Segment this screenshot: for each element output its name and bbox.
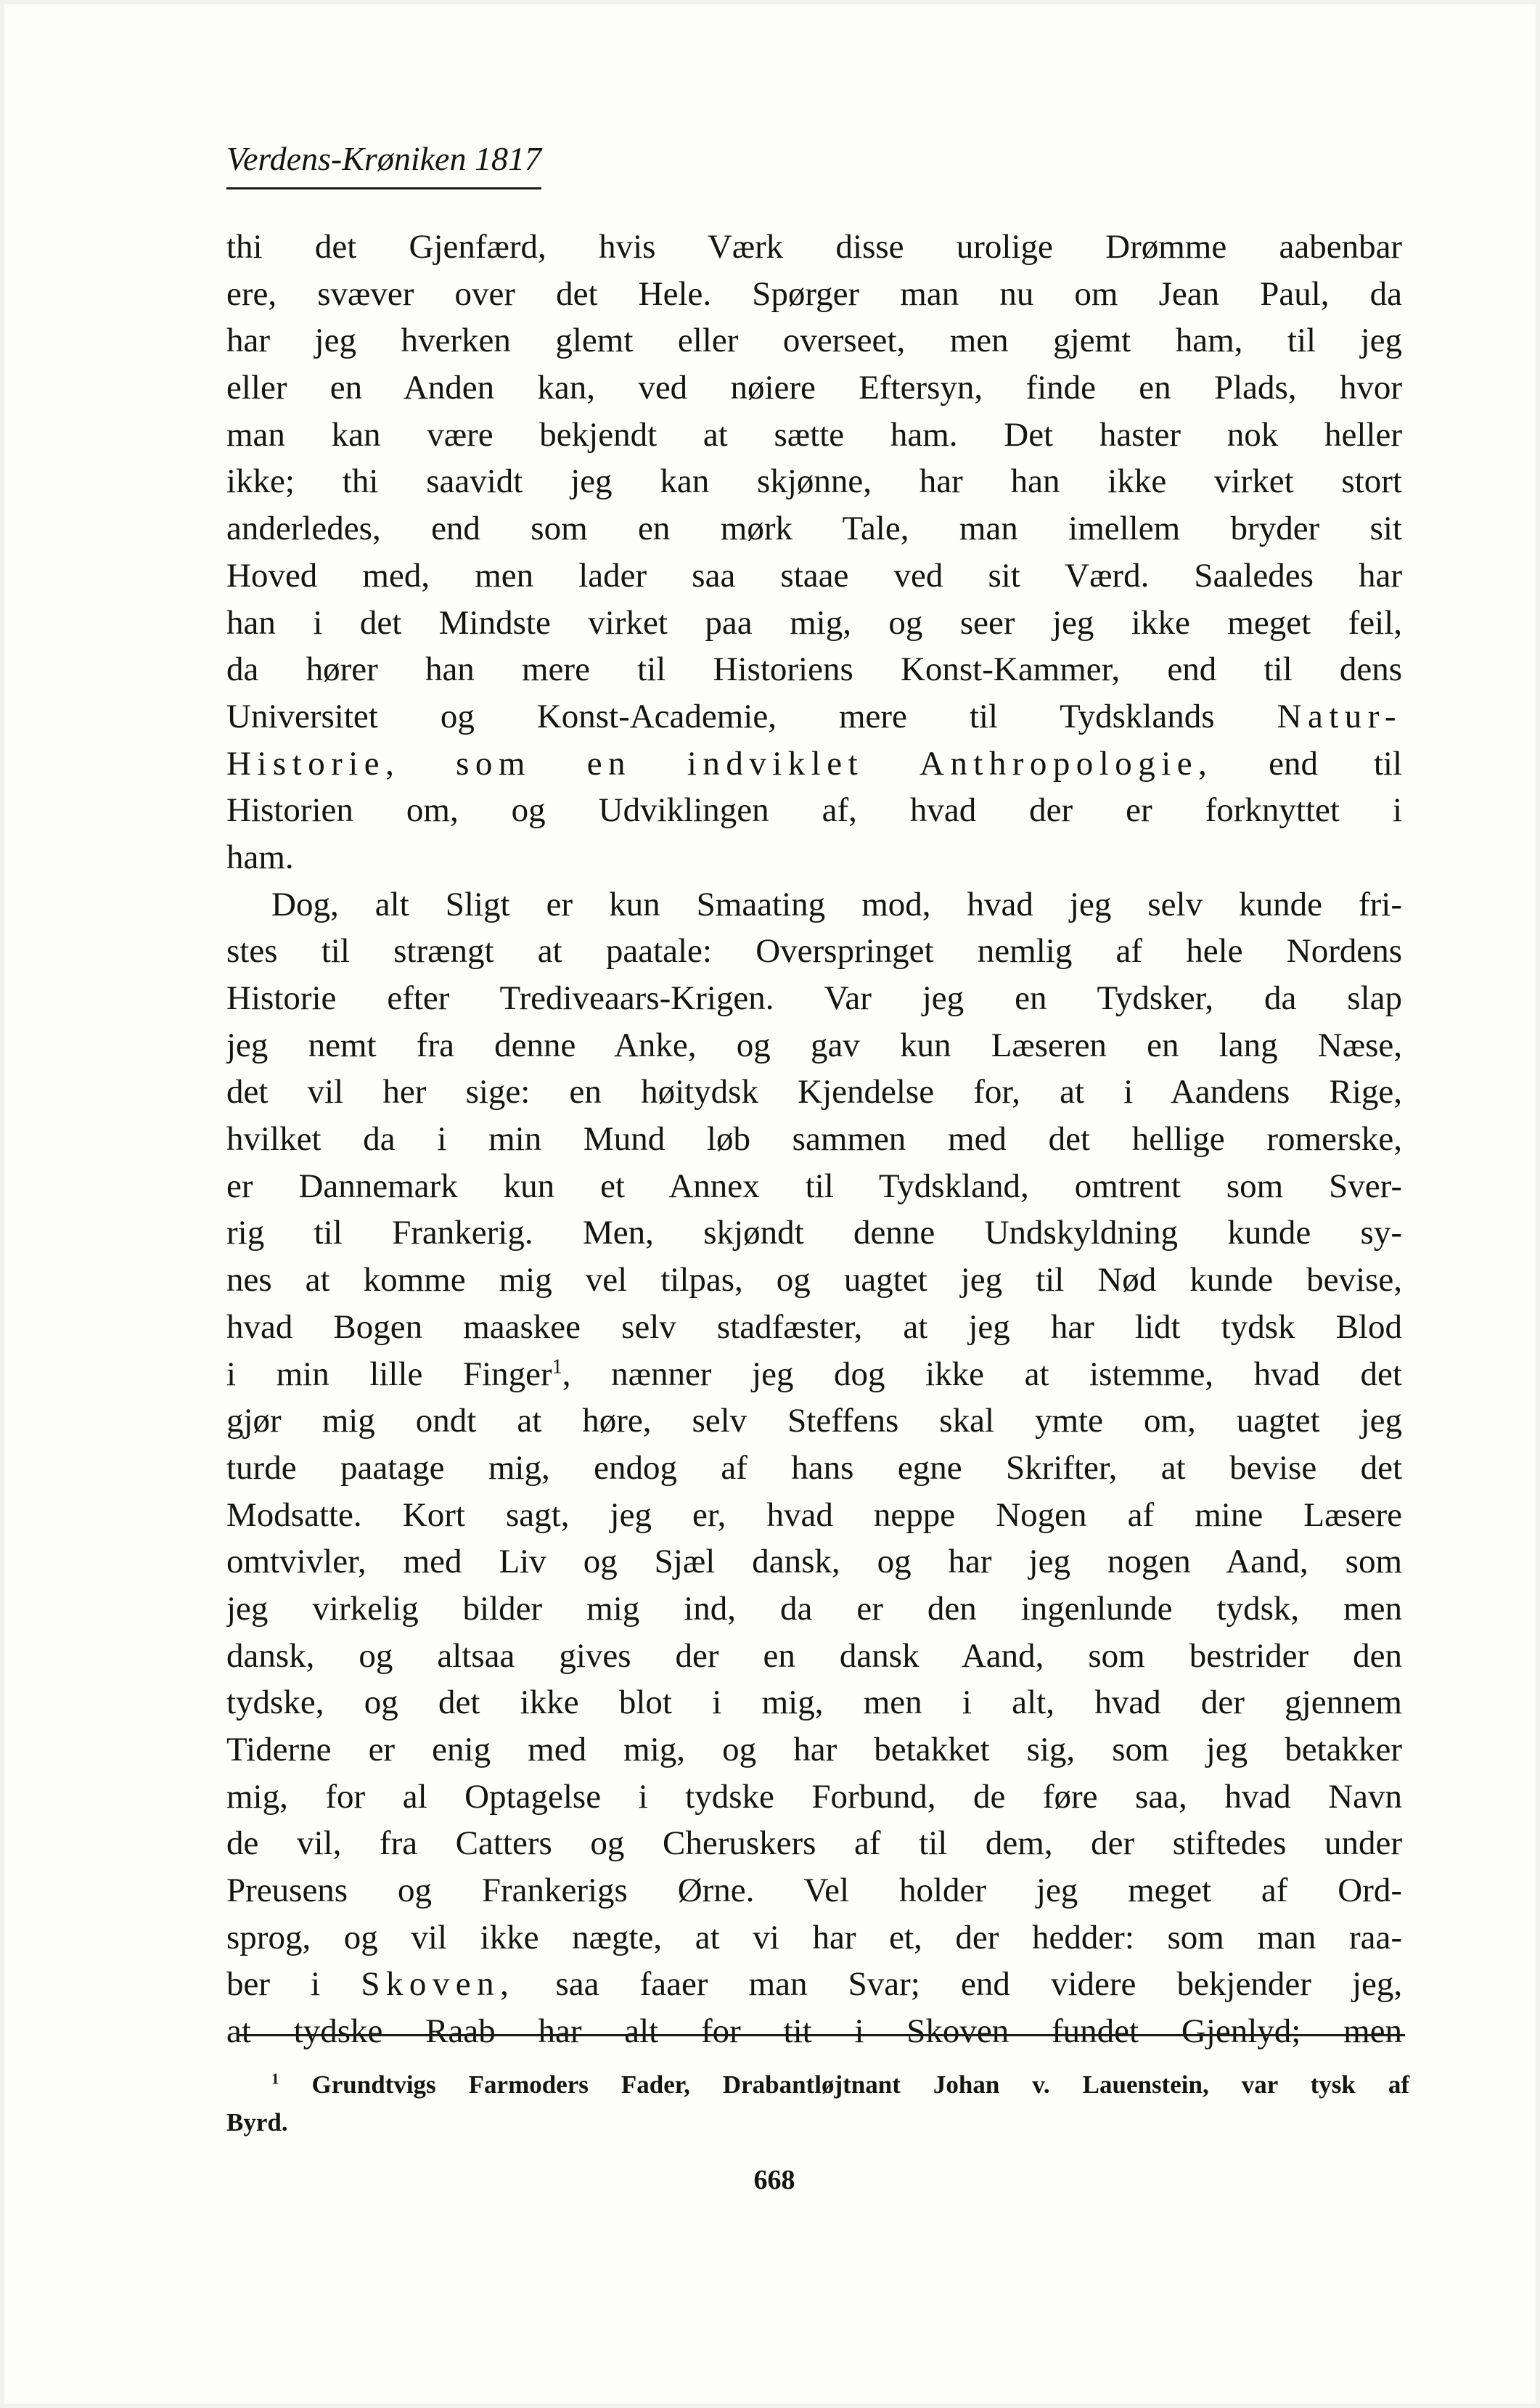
text-line: ere, svæver over det Hele. Spørger man nu om Jean Paul, da <box>226 274 1402 313</box>
text-line: stes til strængt at paatale: Overspringet nemlig af hele Nordens <box>226 932 1402 971</box>
text-line: Historie efter Trediveaars-Krigen. Var jeg en Tydsker, da slap <box>226 979 1402 1017</box>
text-line: da hører han mere til Historiens Konst-Kammer, end til dens <box>226 650 1402 689</box>
text-line: Preusens og Frankerigs Ørne. Vel holder jeg meget af Ord- <box>226 1872 1402 1910</box>
text-line: ber i Skoven, saa faaer man Svar; end videre bekjender jeg, <box>226 1965 1402 2004</box>
text-line: dansk, og altsaa gives der en dansk Aand, som bestrider den <box>226 1636 1402 1675</box>
text-line: er Dannemark kun et Annex til Tydskland, omtrent som Sver- <box>226 1167 1402 1205</box>
footnote-text: Grundtvigs Farmoders Fader, Drabantløjtnant Johan v. Lauenstein, var tysk af <box>311 2070 1409 2099</box>
text-line: tydske, og det ikke blot i mig, men i alt, hvad der gjennem <box>226 1683 1402 1722</box>
text-line: Dog, alt Sligt er kun Smaating mod, hvad jeg selv kunde fri- <box>271 885 1402 923</box>
text-line: anderledes, end som en mørk Tale, man imellem bryder sit <box>226 510 1402 548</box>
text-line: Historie, som en indviklet Anthropologie, end til <box>226 744 1402 783</box>
line-text: i min lille Finger$^1$, nænner jeg dog ikke at istemme, hvad det <box>226 1355 1402 1393</box>
text-line: eller en Anden kan, ved nøiere Eftersyn, finde en Plads, hvor <box>226 369 1402 407</box>
text-line-with-note-ref <box>226 1351 1402 1398</box>
text-line: Hoved med, men lader saa staae ved sit Værd. Saaledes har <box>226 556 1402 595</box>
text-line: har jeg hverken glemt eller overseet, men gjemt ham, til jeg <box>226 322 1402 360</box>
text-line: thi det Gjenfærd, hvis Værk disse urolige Drømme aabenbar <box>226 228 1402 266</box>
text-line: han i det Mindste virket paa mig, og seer jeg ikke meget feil, <box>226 603 1402 642</box>
footnote-reference: 1 <box>552 1355 562 1378</box>
running-title: Verdens-Krøniken 1817 <box>226 142 541 189</box>
text-line: jeg virkelig bilder mig ind, da er den ingenlunde tydsk, men <box>226 1589 1402 1628</box>
footnote-line <box>226 2066 1409 2104</box>
text-line: jeg nemt fra denne Anke, og gav kun Læseren en lang Næse, <box>226 1026 1402 1064</box>
footnote-line: Byrd. <box>226 2108 288 2136</box>
text-line: turde paatage mig, endog af hans egne Skrifter, at bevise det <box>226 1448 1402 1487</box>
text-line: hvad Bogen maaskee selv stadfæster, at jeg har lidt tydsk Blod <box>226 1307 1402 1346</box>
text-line: Historien om, og Udviklingen af, hvad der er forknyttet i <box>226 791 1402 830</box>
text-line: omtvivler, med Liv og Sjæl dansk, og har jeg nogen Aand, som <box>226 1543 1402 1581</box>
text-line: nes at komme mig vel tilpas, og uagtet jeg til Nød kunde bevise, <box>226 1261 1402 1299</box>
text-line: mig, for al Optagelse i tydske Forbund, de føre saa, hvad Navn <box>226 1777 1402 1816</box>
main-text <box>226 224 1402 2055</box>
text-line: de vil, fra Catters og Cheruskers af til dem, der stiftedes under <box>226 1824 1402 1863</box>
text-line: gjør mig ondt at høre, selv Steffens skal ymte om, uagtet jeg <box>226 1402 1402 1440</box>
text-line: hvilket da i min Mund løb sammen med det hellige romerske, <box>226 1120 1402 1159</box>
footnote-marker: 1 <box>271 2070 279 2088</box>
text-line: Modsatte. Kort sagt, jeg er, hvad neppe Nogen af mine Læsere <box>226 1495 1402 1534</box>
text-line: Universitet og Konst-Academie, mere til Tydsklands Natur- <box>226 697 1402 735</box>
text-line: at tydske Raab har alt for tit i Skoven fundet Gjenlyd; men <box>226 2012 1402 2051</box>
text-line: ikke; thi saavidt jeg kan skjønne, har han ikke virket stort <box>226 462 1402 501</box>
text-line: ham. <box>226 838 294 876</box>
footnote-divider <box>238 2034 1405 2036</box>
text-line: Tiderne er enig med mig, og har betakket sig, som jeg betakker <box>226 1731 1402 1768</box>
text-line: det vil her sige: en høitydsk Kjendelse for, at i Aandens Rige, <box>226 1073 1402 1111</box>
page-number: 668 <box>753 2165 795 2195</box>
text-line: man kan være bekjendt at sætte ham. Det haster nok heller <box>226 415 1402 454</box>
text-line: sprog, og vil ikke nægte, at vi har et, der hedder: som man raa- <box>226 1918 1402 1956</box>
text-line: rig til Frankerig. Men, skjøndt denne Undskyldning kunde sy- <box>226 1214 1402 1252</box>
footnote <box>226 2066 1409 2142</box>
